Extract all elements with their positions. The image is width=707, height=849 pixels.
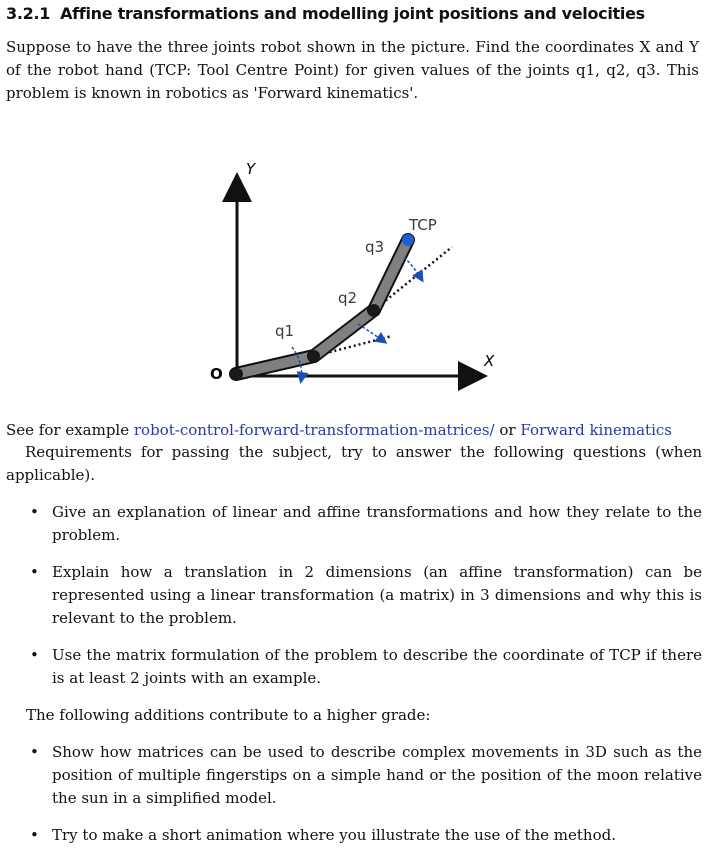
bullet-icon: •	[30, 826, 39, 844]
links-prefix: See for example	[6, 421, 130, 439]
link-2-fill	[314, 310, 374, 356]
q3-arc	[404, 257, 422, 280]
list-item	[26, 741, 702, 810]
additions-intro: The following additions contribute to a higher grade:	[26, 706, 431, 724]
origin-label: O	[210, 365, 223, 383]
link-forward-kinematics[interactable]: Forward kinematics	[520, 421, 672, 439]
joint-base	[231, 368, 243, 380]
robot-arm-figure	[190, 150, 510, 395]
q2-label: q2	[338, 289, 358, 307]
question-list-3	[26, 644, 702, 690]
bullet-icon: •	[30, 503, 39, 521]
question-text: Explain how a translation in 2 dimensions (an affine transformation) can be represented using a linear transformation (a matrix) in 3 dimensions and why this is relevant to the problem.	[52, 563, 702, 627]
q3-label: q3	[365, 238, 385, 256]
links-joiner: or	[499, 421, 516, 439]
list-item	[26, 561, 702, 630]
tcp-point	[402, 234, 414, 246]
section-heading	[6, 4, 645, 23]
intro-paragraph: Suppose to have the three joints robot shown in the picture. Find the coordinates X and Y of the robot hand (TCP: Tool Centre Point) for given values of the joints q1, q2, q3. This problem is known in robotics as 'Forward kinematics'.	[6, 38, 699, 102]
addition-text: Try to make a short animation where you illustrate the use of the method.	[52, 826, 616, 844]
question-text: Give an explanation of linear and affine transformations and how they relate to the problem.	[52, 503, 702, 544]
bullet-icon: •	[30, 743, 39, 761]
question-list-2	[26, 561, 702, 630]
question-text: Use the matrix formulation of the problem to describe the coordinate of TCP if there is at least 2 joints with an example.	[52, 646, 702, 687]
list-item	[26, 644, 702, 690]
x-axis-label: X	[484, 352, 495, 370]
list-item	[26, 824, 702, 847]
joint-1	[308, 350, 320, 362]
bullet-icon: •	[30, 646, 39, 664]
question-list-1	[26, 501, 702, 547]
tcp-label: TCP	[409, 216, 437, 234]
section-title: Affine transformations and modelling joint positions and velocities	[60, 4, 645, 23]
addition-list-2	[26, 824, 702, 847]
list-item	[26, 501, 702, 547]
link-robot-control[interactable]: robot-control-forward-transformation-matrices/	[133, 421, 495, 439]
requirements-paragraph: Requirements for passing the subject, try to answer the following questions (when applicable).	[6, 443, 702, 484]
y-axis-label: Y	[246, 160, 256, 178]
section-number: 3.2.1	[6, 4, 51, 23]
q1-label: q1	[275, 322, 295, 340]
addition-list-1	[26, 741, 702, 810]
joint-2	[368, 304, 380, 316]
bullet-icon: •	[30, 563, 39, 581]
reference-links	[6, 419, 702, 442]
addition-text: Show how matrices can be used to describe complex movements in 3D such as the position of multiple fingerstips on a simple hand or the position of the moon relative the sun in a simplified model.	[52, 743, 702, 807]
